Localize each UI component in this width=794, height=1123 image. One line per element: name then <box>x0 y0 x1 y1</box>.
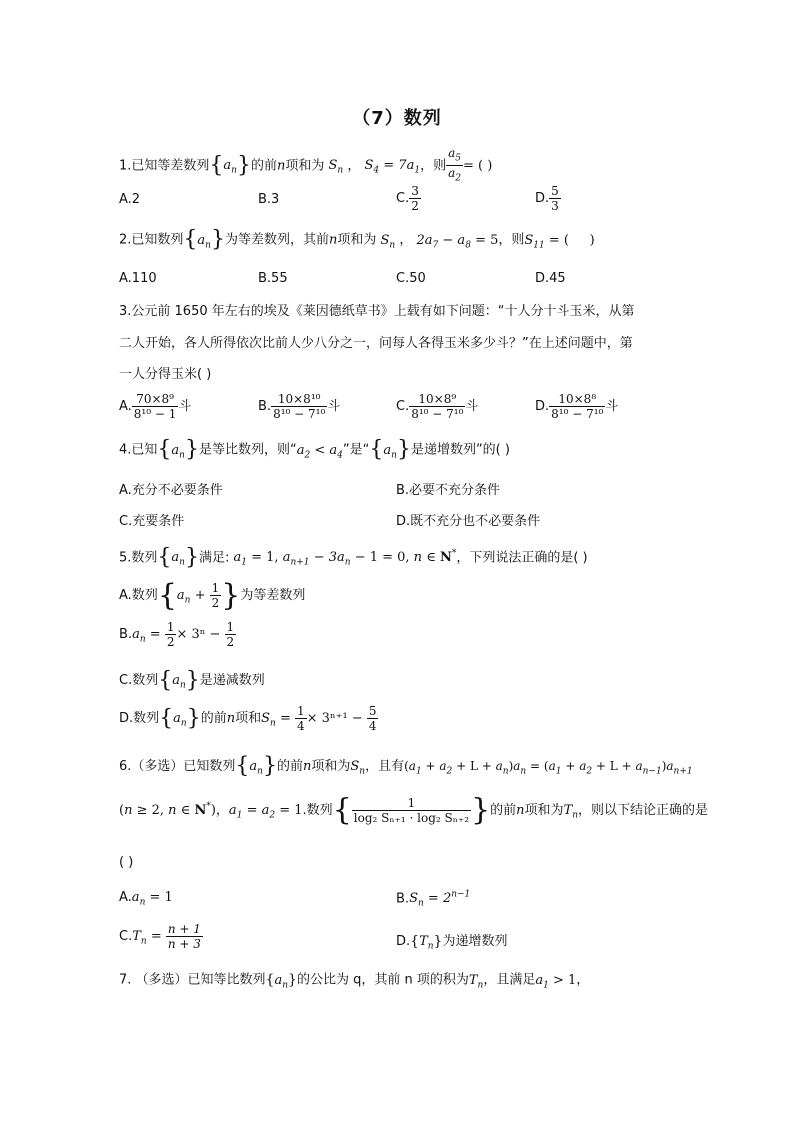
q4-brace2-close: } <box>396 437 411 462</box>
q1-text: 的前 <box>250 158 277 174</box>
q5-b-mid: × 3ⁿ − <box>176 627 225 642</box>
q6-mid3: ，且有 <box>365 759 405 774</box>
q6-sn: $S_n$ <box>350 759 366 777</box>
q5-b-label: B. <box>119 627 133 642</box>
q1-seq: $a_n$ <box>223 158 237 176</box>
q6-seq: $a_n$ <box>249 759 263 777</box>
q5-a-den: 2 <box>211 596 220 610</box>
q5-a-brace-close: } <box>221 578 241 613</box>
question-5 <box>119 544 679 573</box>
q5-stem: 5.数列 <box>119 550 158 566</box>
q3-b-frac <box>271 392 327 421</box>
q5-d-label: D.数列 <box>119 711 160 726</box>
q3-b-den: 8¹⁰ − 7¹⁰ <box>273 407 326 421</box>
q7-tn: $T_n$ <box>468 972 484 991</box>
q5-b-frac <box>165 620 177 649</box>
q1-c-num: 3 <box>411 184 419 198</box>
q5-cond: $a_1 = 1$, $a_{n+1} - 3a_n - 1 = 0$, n ∈ N* <box>233 549 457 568</box>
q3-a-num: 70×8⁹ <box>132 392 179 407</box>
q3-c-den: 8¹⁰ − 7¹⁰ <box>411 407 464 421</box>
q6-c-frac <box>166 922 203 951</box>
q5-d-expr: $S_n$ = <box>261 711 291 729</box>
q4-tail: 是递增数列”的( ) <box>410 442 510 458</box>
q5-d-brace-close: } <box>186 706 201 731</box>
q5-a-brace: { <box>157 578 177 613</box>
q6-option-c[interactable] <box>119 922 203 951</box>
q5-option-b[interactable] <box>119 620 236 649</box>
page-title: （7）数列 <box>352 108 442 129</box>
q4-option-a[interactable]: A.充分不必要条件 <box>119 483 223 498</box>
q1-tail: = ( ) <box>462 158 493 174</box>
q6-d-expr: $T_n$ <box>419 934 434 952</box>
q6-brace-lg: { <box>332 792 352 828</box>
q5-a-tail: 为等差数列 <box>240 588 306 603</box>
q4-brace2: { <box>369 437 384 462</box>
q3-a-den: 8¹⁰ − 1 <box>133 407 177 421</box>
q7-brace: { <box>265 972 275 988</box>
q3-d-unit: 斗 <box>605 399 619 414</box>
q4-option-c[interactable]: C.充要条件 <box>119 514 185 529</box>
q5-option-a[interactable] <box>119 578 305 613</box>
q5-c-seq: $a_n$ <box>172 673 186 691</box>
q3-c-label: C. <box>396 399 410 414</box>
q6-brace: { <box>235 753 250 779</box>
q2-option-d[interactable]: D.45 <box>535 271 566 286</box>
q5-b-den: 2 <box>166 635 175 649</box>
q4-option-d[interactable]: D.既不充分也不必要条件 <box>396 514 541 529</box>
q5-c-brace: { <box>158 668 173 693</box>
q1-option-b[interactable]: B.3 <box>258 192 280 207</box>
q5-d-den: 4 <box>297 719 305 733</box>
q5-d-mid2: 项和 <box>235 711 262 726</box>
q5-brace-close: } <box>184 544 199 570</box>
q3-a-label: A. <box>119 399 132 414</box>
q5-d-num2: 5 <box>368 704 377 718</box>
q5-option-d[interactable] <box>119 704 378 733</box>
q2-cond: $S_n$ <box>380 232 396 251</box>
q5-a-frac <box>210 581 222 610</box>
q6-d-brace-close: } <box>433 933 443 950</box>
q4-option-b[interactable]: B.必要不充分条件 <box>396 483 501 498</box>
q6-n: n <box>302 759 312 774</box>
q6-line2-mid: ， <box>215 803 229 818</box>
q4-seq2: $a_n$ <box>383 442 397 461</box>
q1-option-d-label: D. <box>535 191 550 206</box>
q4-brace: { <box>157 437 172 462</box>
q1-option-c[interactable] <box>396 184 421 213</box>
q5-b-num: 1 <box>166 620 175 634</box>
q1-brace-close: } <box>236 152 251 178</box>
q6-expr: $(a_1 + a_2 + L + a_n)a_n = (a_1 + a_2 + L + a_{n-1})a_{n+1}$ <box>404 759 693 777</box>
q2-n: n <box>328 232 338 248</box>
q3-option-b[interactable] <box>258 392 340 421</box>
q7-brace-close: } <box>288 972 297 988</box>
q6-line2-mid2: .数列 <box>302 803 333 818</box>
q3-d-label: D. <box>535 399 550 414</box>
q2-mid2: 项和为 <box>337 232 377 248</box>
q5-seq: $a_n$ <box>171 550 185 568</box>
q5-c-brace-close: } <box>185 668 200 693</box>
q1-text2: 项和为 <box>285 158 325 174</box>
q3-c-frac <box>409 392 465 421</box>
q2-cond2: $2a_7 - a_8 = 5$ <box>416 232 499 251</box>
q4-mid2: ”是“ <box>342 442 370 458</box>
q5-b-num2: 1 <box>226 620 235 634</box>
q5-tail: ，下列说法正确的是( ) <box>456 550 588 566</box>
q5-b-expr: $a_n$ = <box>132 627 161 645</box>
q1-brace: { <box>209 152 224 178</box>
q6-option-a[interactable] <box>119 890 173 908</box>
question-6-line-1 <box>119 753 693 782</box>
q1-option-a[interactable]: A.2 <box>119 192 141 207</box>
q5-c-label: C.数列 <box>119 673 159 688</box>
q2-target: $S_{11}$ = ( ) <box>524 232 595 251</box>
q6-c-num: n + 1 <box>167 922 201 936</box>
q6-option-b[interactable] <box>396 890 470 909</box>
q7-cond: $a_1 > 1$ <box>535 972 577 991</box>
q5-d-num: 1 <box>297 704 305 718</box>
q6-d-tail: 为递增数列 <box>442 934 508 949</box>
q3-c-num: 10×8⁹ <box>409 392 465 407</box>
q3-option-d[interactable] <box>535 392 618 421</box>
q1-ask: ，则 <box>420 158 447 174</box>
q2-brace: { <box>183 227 198 252</box>
q5-option-c[interactable] <box>119 668 265 693</box>
q5-brace: { <box>157 544 172 570</box>
q1-option-c-frac <box>409 184 421 213</box>
q3-a-unit: 斗 <box>178 399 192 414</box>
q3-d-num: 10×8⁸ <box>549 392 605 407</box>
q7-text1: 7. （多选）已知等比数列 <box>119 972 266 988</box>
q6-c-label: C. <box>119 929 133 944</box>
q3-b-unit: 斗 <box>327 399 341 414</box>
q6-tn: $T_n$ <box>563 803 579 821</box>
q5-a-expr: $a_n$ + <box>176 588 206 606</box>
q3-line-2: 二人开始，各人所得依次比前人少八分之一，问每人各得玉米多少斗？”在上述问题中，第 <box>119 336 633 351</box>
q5-a-num: 1 <box>211 581 220 595</box>
q5-d-frac <box>295 704 307 733</box>
q1-d-num: 5 <box>551 184 559 198</box>
q4-stem: 4.已知 <box>119 442 158 458</box>
q5-b-frac2 <box>225 620 237 649</box>
q3-line-3: 一人分得玉米( ) <box>119 367 212 382</box>
q1-option-d-frac <box>549 184 561 213</box>
q6-d-brace: { <box>410 933 420 950</box>
q6-a-expr: $a_n = 1$ <box>131 890 173 908</box>
q5-b-den2: 2 <box>226 635 235 649</box>
q1-cond: $S_n$ <box>328 158 344 176</box>
q2-brace-close: } <box>210 227 225 252</box>
q3-option-c[interactable] <box>396 392 478 421</box>
q3-option-a[interactable] <box>119 392 191 421</box>
q1-d-den: 3 <box>551 199 559 213</box>
q2-ask: ，则 <box>498 232 525 248</box>
q6-line2-tail2: 项和为 <box>524 803 564 818</box>
q4-seq: $a_n$ <box>171 442 185 461</box>
q7-text2: 的公比为 q，其前 n 项的积为 <box>296 972 469 988</box>
q6-frac-den: log₂ Sₙ₊₁ · log₂ Sₙ₊₂ <box>353 811 470 825</box>
q5-d-n: n <box>226 711 236 726</box>
q6-c-expr: $T_n$ = <box>132 929 162 947</box>
q3-d-frac <box>549 392 605 421</box>
q6-line2-init: $a_1 = a_2 = 1$ <box>228 803 303 821</box>
q1-cond2: $S_4 = 7a_1$ <box>364 158 421 176</box>
q6-b-label: B. <box>396 891 410 907</box>
q4-mid: 是等比数列，则“ <box>198 442 297 458</box>
q3-d-den: 8¹⁰ − 7¹⁰ <box>551 407 604 421</box>
q6-brace-close: } <box>262 753 277 779</box>
q4-cond: $a_2 < a_4$ <box>296 442 343 461</box>
q5-d-den2: 4 <box>368 719 377 733</box>
q2-stem: 2.已知数列 <box>119 232 184 248</box>
q5-d-frac2 <box>367 704 379 733</box>
q4-brace-close: } <box>184 437 199 462</box>
q2-option-c[interactable]: C.50 <box>396 271 426 286</box>
question-6-line-2 <box>119 792 709 828</box>
q3-b-num: 10×8¹⁰ <box>271 392 327 407</box>
question-1: 1.已知等差数列$\{a_n\}$的前n项和为 $S_n$ ， $S_4 = 7a_1$，则 $\frac{a_5}{a_2}$ = ( ) <box>119 146 493 184</box>
q1-c-den: 2 <box>411 199 419 213</box>
q1-option-c-label: C. <box>396 191 410 206</box>
q6-mid: 的前 <box>276 759 303 774</box>
q6-option-d[interactable] <box>396 930 507 952</box>
q6-mid2: 项和为 <box>311 759 351 774</box>
q2-seq: $a_n$ <box>197 232 211 251</box>
q3-c-unit: 斗 <box>465 399 479 414</box>
q1-option-d[interactable] <box>535 184 561 213</box>
q5-a-label: A.数列 <box>119 588 158 603</box>
q2-mid: 为等差数列，其前 <box>224 232 329 248</box>
q6-b-expr: $S_n = 2^{n-1}$ <box>409 890 471 909</box>
q1-frac: $\frac{a_5}{a_2}$ <box>448 146 461 184</box>
q7-seq: $a_n$ <box>274 972 289 991</box>
q3-b-label: B. <box>258 399 272 414</box>
question-2: 2.已知数列$\{a_n\}$为等差数列，其前n项和为 $S_n$ ， $2a_7 - a_8 = 5$，则$S_{11}$ = ( ) <box>119 227 595 252</box>
q2-option-a[interactable]: A.110 <box>119 271 157 286</box>
q6-brace-lg-close: } <box>471 792 491 828</box>
q5-d-brace: { <box>159 706 174 731</box>
q3-a-frac <box>132 392 179 421</box>
q6-line2-tail: 的前 <box>490 803 517 818</box>
q5-d-seq: $a_n$ <box>173 711 187 729</box>
q6-a-label: A. <box>119 890 132 905</box>
q7-text4: ， <box>576 972 590 988</box>
q7-text3: ，且满足 <box>483 972 536 988</box>
q6-stem: 6.（多选）已知数列 <box>119 759 236 774</box>
q2-option-b[interactable]: B.55 <box>258 271 288 286</box>
q3-line-1: 3.公元前 1650 年左右的埃及《莱因德纸草书》上载有如下问题：“十人分十斗玉米，从第 <box>119 304 635 319</box>
q6-frac-num: 1 <box>352 796 471 811</box>
q5-mid: 满足: <box>198 550 230 566</box>
question-4 <box>119 437 679 465</box>
q1-n: n <box>276 158 286 174</box>
q6-line2-tail3: ，则以下结论正确的是 <box>578 803 709 818</box>
q6-d-label: D. <box>396 934 411 949</box>
q6-c-den: n + 3 <box>167 937 201 951</box>
q1-stem: 1.已知等差数列 <box>119 158 210 174</box>
q6-line2-n: n <box>516 803 525 818</box>
q5-d-mid: 的前 <box>200 711 227 726</box>
q6-line2-cond: (n ≥ 2, n ∈ N*) <box>119 801 216 818</box>
q6-frac <box>352 796 471 825</box>
question-7 <box>119 970 679 995</box>
q6-line-3: ( ) <box>119 855 134 870</box>
q5-c-tail: 是递减数列 <box>199 673 265 688</box>
q5-d-mid3: × 3ⁿ⁺¹ − <box>306 711 367 726</box>
